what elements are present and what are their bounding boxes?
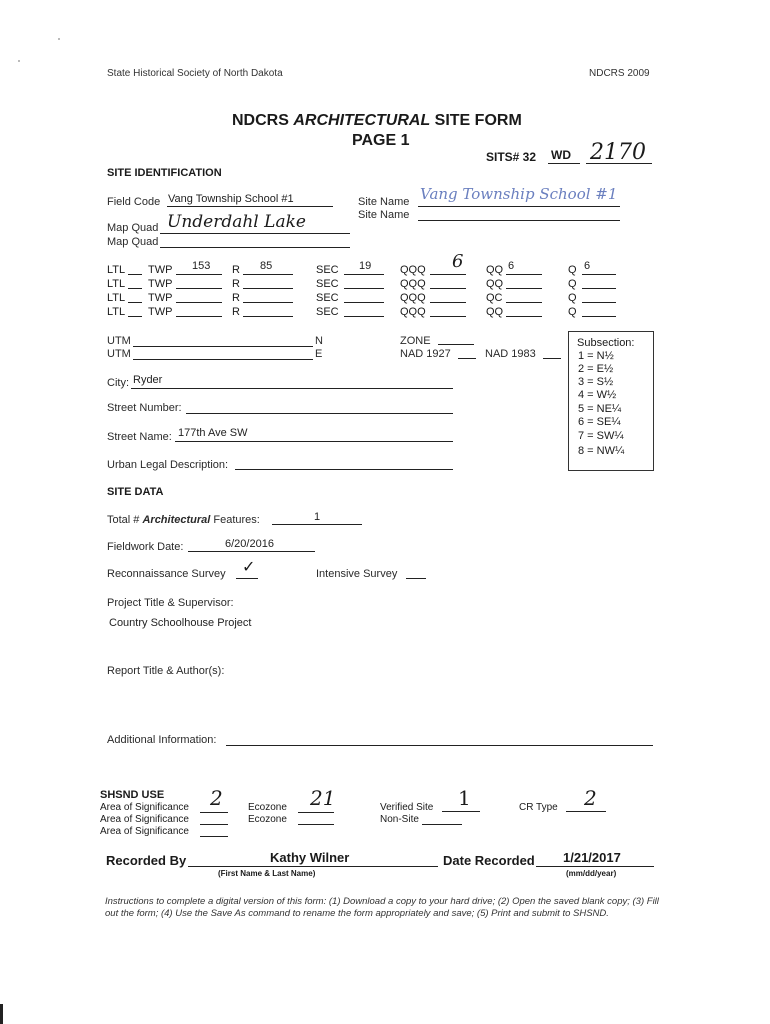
qq-line[interactable]	[506, 288, 542, 289]
title-part-italic: ARCHITECTURAL	[293, 112, 431, 129]
intensive-survey-line[interactable]	[406, 578, 426, 579]
instructions-text: Instructions to complete a digital version of this form: (1) Download a copy to your hard drive; (2) Open the saved blank copy; (3) Fill out the form; (4) Use the Save As command to rename the form appropriately and save; (5) Print and submit to SHSND.	[105, 896, 659, 919]
aos1-label: Area of Significance	[100, 802, 189, 813]
qq-label: QQ	[486, 264, 504, 276]
utm-label-2: UTM	[107, 348, 131, 360]
twp-label: TWP	[148, 292, 173, 304]
r-line[interactable]	[243, 288, 293, 289]
qq-line[interactable]	[506, 302, 542, 303]
ecozone1-line	[298, 812, 334, 813]
aos2-label: Area of Significance	[100, 814, 189, 825]
recorded-by-caption: (First Name & Last Name)	[218, 869, 316, 878]
map-quad-label: Map Quad	[107, 222, 159, 234]
qq-label: QQ	[486, 278, 504, 290]
field-code-value[interactable]: Vang Township School #1	[168, 193, 294, 205]
subsection-item: 5 = NE¼	[578, 403, 622, 415]
qq-line[interactable]	[506, 316, 542, 317]
ltl-label: LTL	[107, 306, 126, 318]
nad1983-line[interactable]	[543, 358, 561, 359]
street-name-label: Street Name:	[107, 431, 172, 443]
title-part: SITE FORM	[430, 112, 522, 129]
additional-info-line[interactable]	[226, 745, 653, 746]
ltl-label: LTL	[107, 292, 126, 304]
label-part: Features:	[210, 514, 260, 526]
sec-label: SEC	[316, 278, 339, 290]
ltl-line	[128, 302, 142, 303]
q-label: Q	[568, 278, 577, 290]
intensive-survey-label: Intensive Survey	[316, 568, 398, 580]
recorded-by-line	[188, 866, 438, 867]
page-title: PAGE 1	[352, 132, 410, 149]
aos1-line	[200, 812, 228, 813]
nad1983-label: NAD 1983	[485, 348, 536, 360]
urban-legal-label: Urban Legal Description:	[107, 459, 229, 471]
header-right: NDCRS 2009	[589, 68, 650, 79]
verified-site-line	[442, 811, 480, 812]
sec-line	[344, 274, 384, 275]
map-quad-value[interactable]: Underdahl Lake	[167, 212, 306, 232]
scan-edge-mark	[0, 1004, 3, 1024]
ecozone1-value[interactable]: 21	[310, 786, 336, 810]
site-name2-label: Site Name	[358, 209, 410, 221]
r-label: R	[232, 306, 240, 318]
city-label: City:	[107, 377, 129, 389]
subsection-item: 3 = S½	[578, 376, 614, 388]
ltl-line	[128, 288, 142, 289]
recon-survey-label: Reconnaissance Survey	[107, 568, 226, 580]
sits-label: SITS# 32	[486, 150, 537, 164]
form-title	[232, 112, 522, 130]
q-value[interactable]: 6	[584, 260, 591, 272]
r-label: R	[232, 278, 240, 290]
aos2-line[interactable]	[200, 824, 228, 825]
street-number-label: Street Number:	[107, 402, 182, 414]
verified-site-value[interactable]: 1	[458, 786, 471, 810]
r-label: R	[232, 264, 240, 276]
city-value[interactable]: Ryder	[133, 374, 163, 386]
street-number-line[interactable]	[186, 413, 453, 414]
date-recorded-value[interactable]: 1/21/2017	[563, 850, 621, 865]
ltl-line	[128, 316, 142, 317]
twp-line[interactable]	[176, 316, 222, 317]
recorded-by-value[interactable]: Kathy Wilner	[270, 850, 350, 865]
qqq-line[interactable]	[430, 302, 466, 303]
q-label: Q	[568, 306, 577, 318]
map-quad2-line	[160, 247, 350, 248]
date-recorded-label: Date Recorded	[443, 853, 535, 868]
sec-line[interactable]	[344, 302, 384, 303]
ltl-label: LTL	[107, 264, 126, 276]
sec-label: SEC	[316, 264, 339, 276]
aos3-line[interactable]	[200, 836, 228, 837]
sec-label: SEC	[316, 292, 339, 304]
sec-line[interactable]	[344, 316, 384, 317]
qq-line	[506, 274, 542, 275]
utm-line-2[interactable]	[133, 359, 313, 360]
qqq-line[interactable]	[430, 288, 466, 289]
title-part: NDCRS	[232, 112, 294, 129]
nad1927-label: NAD 1927	[400, 348, 451, 360]
label-part-emphasis: Architectural	[142, 514, 211, 526]
twp-line[interactable]	[176, 288, 222, 289]
site-name-value[interactable]: Vang Township School #1	[420, 185, 618, 203]
fieldwork-date-value[interactable]: 6/20/2016	[225, 538, 274, 550]
subsection-item: 6 = SE¼	[578, 416, 621, 428]
map-quad-line	[160, 233, 350, 234]
qqq-label: QQQ	[400, 264, 426, 276]
twp-line[interactable]	[176, 302, 222, 303]
twp-label: TWP	[148, 278, 173, 290]
non-site-line[interactable]	[422, 824, 462, 825]
utm-suffix-e: E	[315, 348, 323, 360]
date-recorded-line	[536, 866, 654, 867]
ecozone2-line[interactable]	[298, 824, 334, 825]
ecozone1-label: Ecozone	[248, 802, 287, 813]
cr-type-label: CR Type	[519, 802, 558, 813]
q-label: Q	[568, 264, 577, 276]
qqq-value[interactable]: 6	[452, 251, 464, 272]
project-title-value[interactable]: Country Schoolhouse Project	[109, 617, 252, 629]
site-name-line	[418, 206, 620, 207]
additional-info-label: Additional Information:	[107, 734, 217, 746]
sits-number[interactable]: 2170	[590, 140, 646, 165]
sits-number-line	[586, 163, 652, 164]
q-line[interactable]	[582, 302, 616, 303]
q-line[interactable]	[582, 316, 616, 317]
utm-line-1[interactable]	[133, 346, 313, 347]
sits-wd-line	[548, 163, 580, 164]
qq-label: QQ	[486, 306, 504, 318]
street-name-line	[175, 441, 453, 442]
qqq-line	[430, 274, 466, 275]
subsection-item: 8 = NW¼	[578, 445, 625, 457]
qqq-line[interactable]	[430, 316, 466, 317]
nad1927-line[interactable]	[458, 358, 476, 359]
qq-value[interactable]: 6	[508, 260, 515, 272]
header-left: State Historical Society of North Dakota	[107, 68, 283, 79]
scan-speck	[58, 38, 60, 40]
twp-label: TWP	[148, 264, 173, 276]
subsection-item: 2 = E½	[578, 363, 614, 375]
subsection-item: 7 = SW¼	[578, 430, 624, 442]
q-line	[582, 274, 616, 275]
ecozone2-label: Ecozone	[248, 814, 287, 825]
r-value[interactable]: 85	[260, 260, 273, 272]
shsnd-heading: SHSND USE	[100, 789, 165, 801]
site-name2-line	[418, 220, 620, 221]
zone-label: ZONE	[400, 335, 431, 347]
r-line	[243, 274, 293, 275]
twp-line	[176, 274, 222, 275]
sec-value[interactable]: 19	[359, 260, 372, 272]
aos3-label: Area of Significance	[100, 826, 189, 837]
street-name-value[interactable]: 177th Ave SW	[178, 427, 248, 439]
ltl-line	[128, 274, 142, 275]
utm-label-1: UTM	[107, 335, 131, 347]
cr-type-value[interactable]: 2	[584, 786, 597, 810]
utm-suffix-n: N	[315, 335, 323, 347]
qqq-label: QQQ	[400, 306, 426, 318]
recon-survey-line	[236, 578, 258, 579]
field-code-line	[167, 206, 333, 207]
fieldwork-date-label: Fieldwork Date:	[107, 541, 184, 553]
field-code-label: Field Code	[107, 196, 161, 208]
r-label: R	[232, 292, 240, 304]
twp-value[interactable]: 153	[192, 260, 211, 272]
qq-label: QC	[486, 292, 503, 304]
total-features-value[interactable]: 1	[314, 511, 321, 523]
total-features-line	[272, 524, 362, 525]
sits-wd: WD	[551, 148, 571, 162]
city-line	[131, 388, 453, 389]
label-part: Total #	[107, 514, 143, 526]
fieldwork-date-line	[188, 551, 315, 552]
recorded-by-label: Recorded By	[106, 853, 187, 868]
r-line[interactable]	[243, 302, 293, 303]
scan-speck	[18, 60, 20, 62]
ltl-label: LTL	[107, 278, 126, 290]
recon-check-icon[interactable]: ✓	[242, 559, 256, 576]
twp-label: TWP	[148, 306, 173, 318]
subsection-title: Subsection:	[577, 337, 635, 349]
site-name-label: Site Name	[358, 196, 410, 208]
zone-line[interactable]	[438, 344, 474, 345]
date-recorded-caption: (mm/dd/year)	[566, 869, 617, 878]
qqq-label: QQQ	[400, 278, 426, 290]
qqq-label: QQQ	[400, 292, 426, 304]
project-title-label: Project Title & Supervisor:	[107, 597, 234, 609]
report-title-label: Report Title & Author(s):	[107, 665, 225, 677]
verified-site-label: Verified Site	[380, 802, 434, 813]
sec-label: SEC	[316, 306, 339, 318]
cr-type-line	[566, 811, 606, 812]
q-label: Q	[568, 292, 577, 304]
r-line[interactable]	[243, 316, 293, 317]
site-identification-heading: SITE IDENTIFICATION	[107, 167, 222, 179]
subsection-item: 1 = N½	[578, 350, 614, 362]
urban-legal-line[interactable]	[235, 469, 453, 470]
non-site-label: Non-Site	[380, 814, 419, 825]
sec-line[interactable]	[344, 288, 384, 289]
aos1-value[interactable]: 2	[210, 786, 223, 810]
site-data-heading: SITE DATA	[107, 486, 164, 498]
q-line[interactable]	[582, 288, 616, 289]
total-features-label	[107, 514, 260, 526]
map-quad2-label: Map Quad	[107, 236, 159, 248]
subsection-item: 4 = W½	[578, 389, 617, 401]
